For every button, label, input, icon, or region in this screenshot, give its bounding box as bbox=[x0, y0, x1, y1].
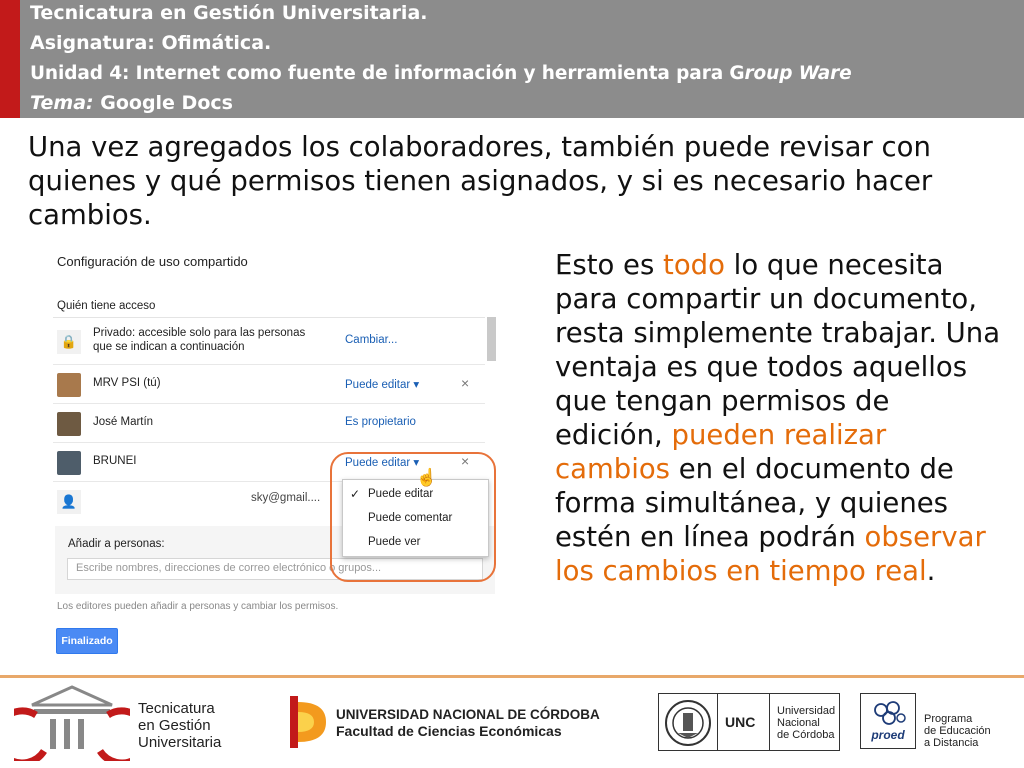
highlight-text: todo bbox=[663, 249, 725, 281]
person-icon: 👤 bbox=[57, 490, 81, 514]
unc-line: Universidad bbox=[777, 705, 836, 717]
header-subject: Asignatura: Ofimática. bbox=[30, 32, 272, 54]
access-row-user bbox=[53, 365, 485, 404]
tgu-wordmark bbox=[138, 700, 221, 751]
hand-cursor-icon: ☝ bbox=[416, 468, 438, 487]
tgu-line: en Gestión bbox=[138, 717, 211, 734]
user-name: BRUNEI bbox=[93, 455, 137, 467]
proed-line: Programa bbox=[924, 713, 973, 725]
dialog-title: Configuración de uso compartido bbox=[57, 254, 248, 269]
owner-label: Es propietario bbox=[345, 416, 416, 428]
header-unit bbox=[30, 63, 852, 84]
permission-dropdown[interactable]: Puede editar ▾ bbox=[345, 457, 420, 469]
unc-line: Nacional bbox=[777, 717, 820, 729]
highlight-oval bbox=[330, 452, 496, 582]
header-career: Tecnicatura en Gestión Universitaria. bbox=[30, 2, 428, 24]
tgu-logo bbox=[14, 683, 130, 761]
header-unit-italic: roup Ware bbox=[744, 63, 852, 84]
header-unit-main: Unidad 4: Internet como fuente de información y herramienta para G bbox=[30, 63, 745, 84]
explanation-paragraph bbox=[555, 248, 1005, 588]
menu-item-label: Puede editar bbox=[368, 488, 434, 500]
footer-divider bbox=[0, 675, 1024, 678]
text-run: . bbox=[926, 555, 936, 587]
menu-item-can-view[interactable]: Puede ver bbox=[368, 536, 421, 548]
access-row-owner bbox=[53, 404, 485, 443]
fce-wordmark bbox=[336, 706, 600, 740]
fce-logo-icon bbox=[290, 696, 328, 748]
access-row-private bbox=[53, 318, 485, 365]
unc-fullname bbox=[777, 705, 835, 741]
done-button[interactable]: Finalizado bbox=[56, 628, 118, 654]
avatar bbox=[57, 451, 81, 475]
fce-line-2: Facultad de Ciencias Económicas bbox=[336, 723, 562, 739]
avatar bbox=[57, 373, 81, 397]
header-topic-value: Google Docs bbox=[93, 92, 233, 114]
header-topic-label: Tema: bbox=[30, 92, 94, 114]
menu-item-can-comment[interactable]: Puede comentar bbox=[368, 512, 453, 524]
highlight-text: observar los cambios en tiempo real bbox=[555, 521, 986, 587]
tgu-line: Universitaria bbox=[138, 734, 222, 751]
add-people-input[interactable]: Escribe nombres, direcciones de correo electrónico o grupos... bbox=[67, 558, 483, 580]
user-name: MRV PSI (tú) bbox=[93, 377, 161, 389]
proed-logo bbox=[860, 693, 916, 749]
avatar bbox=[57, 412, 81, 436]
proed-icon bbox=[871, 700, 907, 728]
fce-line-1: UNIVERSIDAD NACIONAL DE CÓRDOBA bbox=[336, 707, 600, 722]
proed-fullname bbox=[924, 713, 991, 749]
text-run: en el documento de forma simultánea, y quienes estén en línea podrán bbox=[555, 453, 954, 553]
unc-seal-icon bbox=[663, 698, 713, 748]
divider bbox=[769, 694, 770, 750]
unc-line: de Córdoba bbox=[777, 729, 835, 741]
sharing-dialog bbox=[50, 244, 500, 659]
header-accent-bar bbox=[0, 0, 20, 118]
user-name: José Martín bbox=[93, 416, 154, 428]
lock-icon: 🔒 bbox=[57, 330, 81, 354]
proed-wordmark: proed bbox=[871, 728, 905, 742]
intro-paragraph: Una vez agregados los colaboradores, también puede revisar con quienes y qué permisos tienen asignados, y si es necesario hacer cambios. bbox=[28, 131, 933, 231]
who-has-access-label: Quién tiene acceso bbox=[57, 300, 156, 312]
divider bbox=[717, 694, 718, 750]
text-run: Esto es bbox=[555, 249, 664, 281]
proed-line: a Distancia bbox=[924, 737, 979, 749]
header-band bbox=[0, 0, 1024, 118]
tgu-line: Tecnicatura bbox=[138, 700, 215, 717]
proed-line: de Educación bbox=[924, 725, 991, 737]
check-icon: ✓ bbox=[350, 487, 361, 501]
editors-note: Los editores pueden añadir a personas y cambiar los permisos. bbox=[57, 601, 339, 612]
user-email: sky@gmail.... bbox=[251, 492, 321, 504]
scrollbar[interactable] bbox=[487, 317, 496, 361]
permission-dropdown[interactable]: Puede editar ▾ bbox=[345, 379, 420, 391]
unc-logo bbox=[658, 693, 840, 751]
text-run: lo que necesita para compartir un documento, resta simplemente trabajar. Una ventaja es que todos aquellos que tengan permisos de edición, bbox=[555, 249, 1001, 451]
header-topic bbox=[30, 92, 233, 114]
private-description: Privado: accesible solo para las personas que se indican a continuación bbox=[93, 327, 306, 353]
add-people-label: Añadir a personas: bbox=[68, 538, 165, 550]
highlight-text: pueden realizar cambios bbox=[555, 419, 887, 485]
remove-icon[interactable]: × bbox=[461, 375, 470, 391]
remove-icon[interactable]: × bbox=[461, 453, 470, 469]
change-visibility-link[interactable]: Cambiar... bbox=[345, 334, 398, 346]
unc-abbreviation: UNC bbox=[725, 714, 756, 730]
